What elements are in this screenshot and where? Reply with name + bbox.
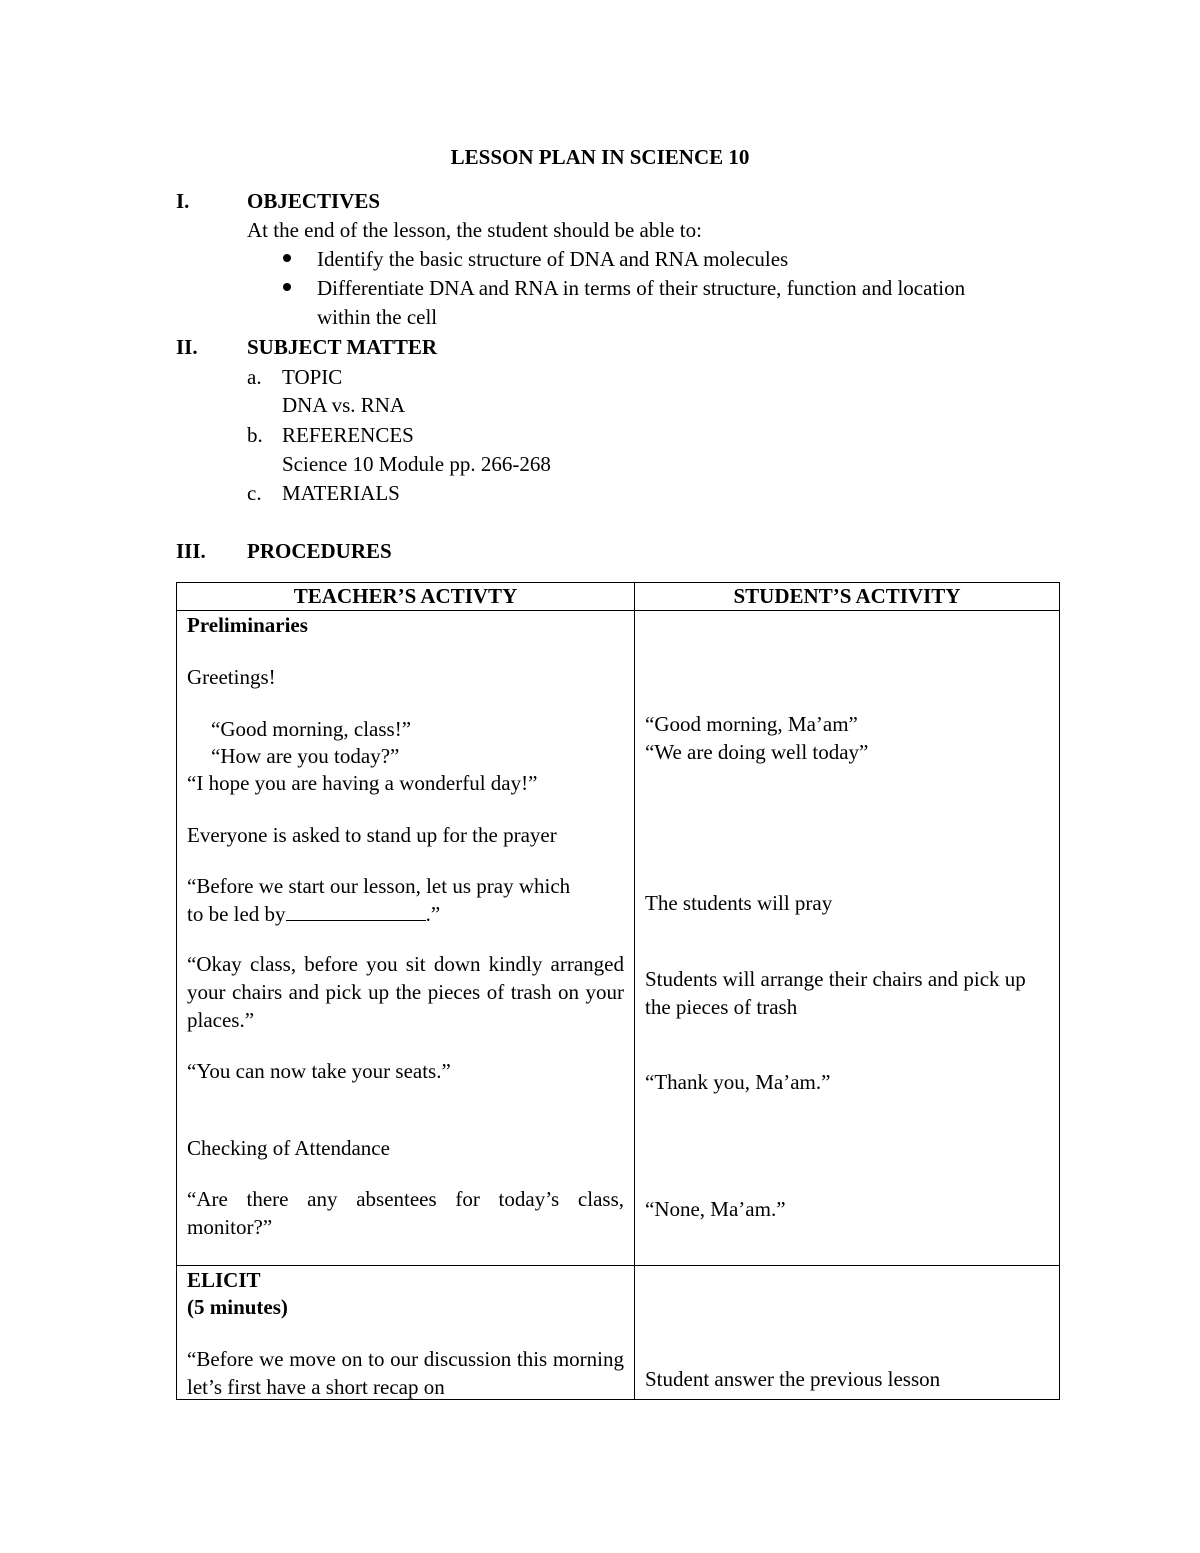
subject-heading: SUBJECT MATTER (247, 335, 438, 359)
teacher-line: “Okay class, before you sit down kindly arranged your chairs and pick up the pieces of trash on your places.” (187, 952, 624, 1032)
teacher-line: “Good morning, class!” (211, 717, 412, 741)
student-line: “We are doing well today” (645, 740, 869, 764)
table-row-elicit (177, 1266, 1060, 1400)
student-cell (635, 1266, 1060, 1400)
procedures-table (176, 582, 1060, 1400)
teacher-text: to be led by (187, 902, 286, 926)
materials-title: MATERIALS (282, 481, 400, 505)
objective-item-continued: within the cell (317, 305, 438, 329)
subject-b-label: b. (247, 423, 263, 447)
attendance-label: Checking of Attendance (187, 1136, 390, 1160)
teacher-column-header: TEACHER’S ACTIVTY (177, 583, 635, 611)
bullet-icon (283, 254, 291, 262)
objective-item: Differentiate DNA and RNA in terms of their structure, function and location (317, 276, 966, 300)
objectives-number: I. (176, 189, 190, 213)
table-row-preliminaries (177, 611, 1060, 1266)
procedures-number: III. (176, 539, 206, 563)
teacher-line: “I hope you are having a wonderful day!” (187, 771, 538, 795)
objectives-intro: At the end of the lesson, the student should be able to: (247, 218, 702, 242)
blank-line (286, 900, 426, 921)
student-cell (635, 611, 1060, 1266)
elicit-heading: ELICIT (187, 1268, 261, 1292)
subject-number: II. (176, 335, 198, 359)
document-title: LESSON PLAN IN SCIENCE 10 (450, 145, 750, 169)
objectives-heading: OBJECTIVES (247, 189, 381, 213)
table-header-row (177, 583, 1060, 611)
procedures-heading: PROCEDURES (247, 539, 392, 563)
bullet-icon (283, 283, 291, 291)
references-title: REFERENCES (282, 423, 414, 447)
teacher-line-prayer-leader (187, 900, 624, 928)
student-line: Student answer the previous lesson (645, 1367, 941, 1391)
student-line: “Good morning, Ma’am” (645, 712, 858, 736)
topic-value: DNA vs. RNA (282, 393, 406, 417)
subject-c-label: c. (247, 481, 262, 505)
objective-item: Identify the basic structure of DNA and RNA molecules (317, 247, 789, 271)
student-line: “Thank you, Ma’am.” (645, 1070, 831, 1094)
greetings-label: Greetings! (187, 665, 276, 689)
student-column-header: STUDENT’S ACTIVITY (635, 583, 1060, 611)
teacher-text: .” (425, 902, 441, 926)
teacher-line: “Before we start our lesson, let us pray which (187, 874, 571, 898)
teacher-line: “Before we move on to our discussion this morning let’s first have a short recap on (187, 1347, 624, 1399)
preliminaries-heading: Preliminaries (187, 613, 308, 637)
teacher-cell (177, 611, 635, 1266)
teacher-line: Everyone is asked to stand up for the prayer (187, 823, 557, 847)
elicit-time: (5 minutes) (187, 1295, 288, 1319)
teacher-line: “Are there any absentees for today’s class, monitor?” (187, 1187, 624, 1239)
subject-a-label: a. (247, 365, 262, 389)
teacher-line: “You can now take your seats.” (187, 1059, 451, 1083)
student-line: “None, Ma’am.” (645, 1197, 786, 1221)
topic-title: TOPIC (282, 365, 343, 389)
teacher-cell (177, 1266, 635, 1400)
student-line: The students will pray (645, 891, 833, 915)
references-value: Science 10 Module pp. 266-268 (282, 452, 551, 476)
student-line: Students will arrange their chairs and pick up the pieces of trash (645, 967, 1026, 1019)
teacher-line: “How are you today?” (211, 744, 400, 768)
